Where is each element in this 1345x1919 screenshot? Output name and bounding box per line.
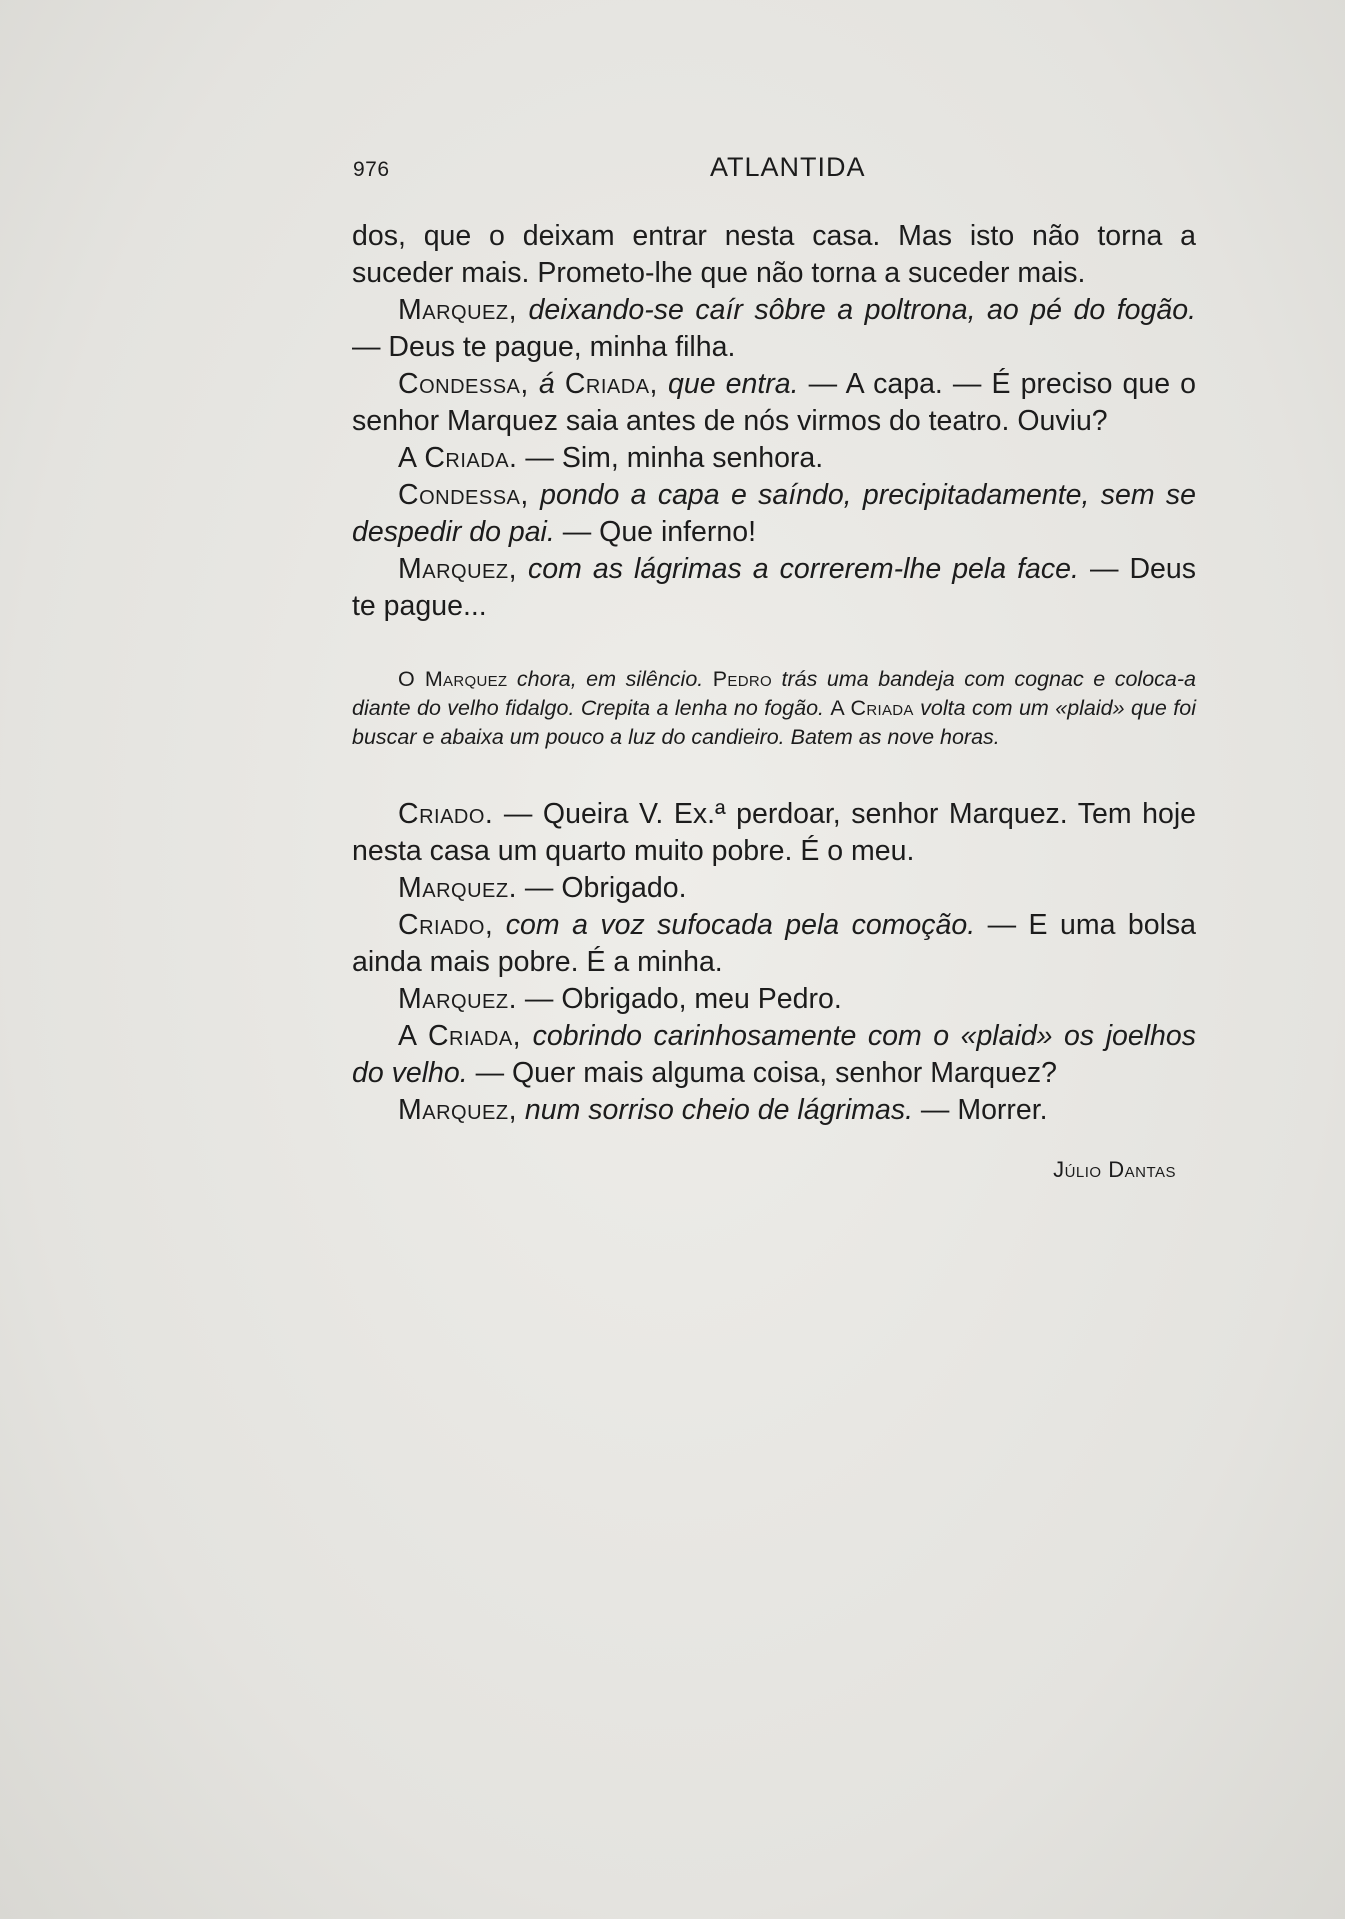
paragraph: [352, 981, 1196, 1018]
paragraph: [352, 218, 1196, 292]
paragraph: [352, 1018, 1196, 1092]
speaker-name: Marquez,: [398, 553, 517, 585]
dialogue-text: — Deus te pague, minha filha.: [352, 331, 736, 363]
speaker-name: Marquez.: [398, 872, 517, 904]
dialogue-text: dos, que o deixam entrar nesta casa. Mas isto não torna a suceder mais. Prometo-lhe que não torna a suceder mais.: [352, 220, 1196, 289]
stage-direction: chora, em silêncio.: [516, 667, 704, 691]
paragraph: [352, 366, 1196, 440]
paragraph: [352, 292, 1196, 366]
paragraph: [352, 796, 1196, 870]
author-signature: Júlio Dantas: [1053, 1157, 1176, 1182]
paragraph: [352, 440, 1196, 477]
running-title: ATLANTIDA: [710, 152, 866, 182]
page-header: [353, 152, 1173, 188]
paragraph: [352, 551, 1196, 625]
stage-direction: com as lágrimas a correrem-lhe pela face.: [528, 553, 1079, 585]
body-text: [352, 218, 1196, 1188]
stage-direction: trás uma bandeja com cognac e coloca-a diante do velho fidalgo. Crepita a lenha no fogão.: [352, 667, 1196, 720]
dialogue-text: — Morrer.: [920, 1094, 1048, 1126]
dialogue-text: — Deus te pague...: [352, 553, 1196, 622]
dialogue-text: — Queira V. Ex.ª perdoar, senhor Marquez. Tem hoje nesta casa um quarto muito pobre. É o meu.: [352, 798, 1197, 867]
speaker-name: A Criada.: [398, 442, 518, 474]
speaker-name: Marquez,: [398, 1094, 517, 1126]
dialogue-text: — Sim, minha senhora.: [525, 442, 824, 474]
speaker-name: Criado.: [398, 798, 494, 830]
stage-direction: com a voz sufocada pela comoção.: [505, 909, 976, 941]
speaker-name: Criado,: [398, 909, 494, 941]
stage-direction: á: [538, 368, 555, 400]
page-number: 976: [353, 158, 390, 181]
dialogue-text: — Obrigado.: [524, 872, 687, 904]
dialogue-text: — Que inferno!: [562, 516, 756, 548]
speaker-name: A Criada: [830, 696, 914, 720]
speaker-name: Marquez.: [398, 983, 517, 1015]
paragraph: [352, 870, 1196, 907]
dialogue-text: — Quer mais alguma coisa, senhor Marquez?: [475, 1057, 1057, 1089]
paragraph: [352, 907, 1196, 981]
speaker-name: Condessa,: [398, 368, 529, 400]
stage-direction: cobrindo carinhosamente com o «plaid» os joelhos do velho.: [352, 1020, 1197, 1089]
speaker-name: O Marquez: [398, 667, 508, 691]
speaker-name: A Criada,: [398, 1020, 522, 1052]
stage-direction: volta com um «plaid» que foi buscar e abaixa um pouco a luz do candieiro. Batem as nove horas.: [352, 696, 1196, 749]
stage-direction: que entra.: [668, 368, 799, 400]
dialogue-text: — E uma bolsa ainda mais pobre. É a minha.: [352, 909, 1197, 978]
stage-direction: deixando-se caír sôbre a poltrona, ao pé do fogão.: [528, 294, 1196, 326]
paragraph: [352, 477, 1196, 551]
stage-direction: pondo a capa e saíndo, precipitadamente, sem se despedir do pai.: [352, 479, 1196, 548]
speaker-name: Criada,: [564, 368, 658, 400]
speaker-name: Condessa,: [398, 479, 529, 511]
speaker-name: Pedro: [712, 667, 772, 691]
dialogue-text: — Obrigado, meu Pedro.: [524, 983, 842, 1015]
stage-direction: num sorriso cheio de lágrimas.: [524, 1094, 913, 1126]
stage-direction-block: [352, 665, 1196, 752]
speaker-name: Marquez,: [398, 294, 517, 326]
paragraph: [352, 1092, 1196, 1129]
dialogue-text: — A capa. — É preciso que o senhor Marquez saia antes de nós virmos do teatro. Ouviu?: [352, 368, 1197, 437]
